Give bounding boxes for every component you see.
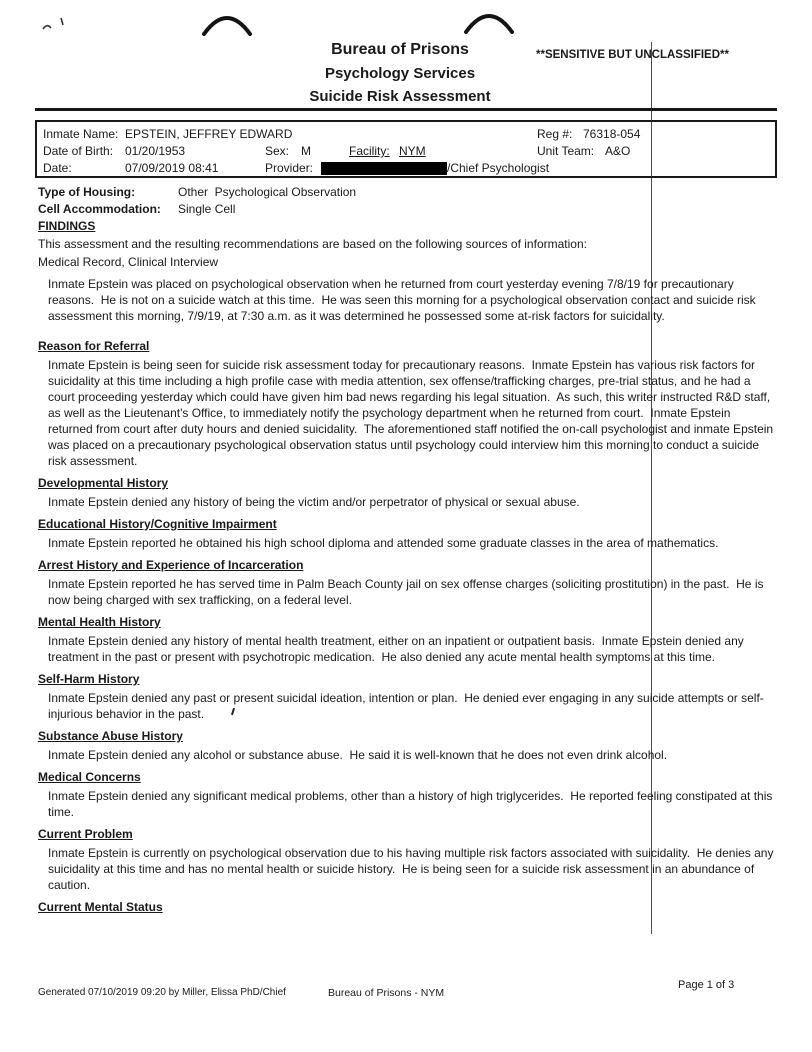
section <box>38 899 778 915</box>
section-heading: Arrest History and Experience of Incarceration <box>38 558 304 572</box>
footer-generated-by: Generated 07/10/2019 09:20 by Miller, Elissa PhD/Chief <box>38 987 286 998</box>
agency-title: Bureau of Prisons <box>331 41 469 58</box>
section-body: Inmate Epstein is currently on psychological observation due to his having multiple risk factors associated with suicidality. He denies any suicidality at this time and has no mental health or suicide history. He is being seen for a suicide risk assessment in an abundance of caution. <box>48 846 777 892</box>
footer-facility: Bureau of Prisons - NYM <box>328 987 445 999</box>
department-title: Psychology Services <box>324 65 476 82</box>
provider-title-suffix: /Chief Psychologist <box>447 161 550 175</box>
housing-type-label: Type of Housing: <box>38 185 136 199</box>
section-body: Inmate Epstein denied any history of being the victim and/or perpetrator of physical or sexual abuse. <box>48 495 580 509</box>
document-title: Suicide Risk Assessment <box>309 88 491 105</box>
unit-team-label: Unit Team: <box>537 144 595 158</box>
inmate-info-box <box>35 120 777 178</box>
cell-accommodation-label: Cell Accommodation: <box>38 202 161 216</box>
section-body: Inmate Epstein is being seen for suicide risk assessment today for precautionary reasons. Inmate Epstein has various risk factors for suicidality at this time including a high profile case with media attention, sex offense/trafficking charges, pre-trial status, and he had a court proceeding yesterday which could have given him bad news regarding his legal situation. As such, this writer instructed R&D staff, as well as the Lieutenant's Office, to immediately notify the psychology department when he returned from court. Inmate Epstein returned from court after duty hours and denied suicidality. The aforementioned staff notified the on-call psychologist and inmate Epstein was placed on a precautionary psychological observation status until psychology could interview him this morning to conduct a suicide risk assessment. <box>48 358 777 468</box>
dob-label: Date of Birth: <box>43 144 114 158</box>
date-label: Date: <box>43 161 72 175</box>
scan-artifact-pen-mark-icon <box>40 14 78 36</box>
document-title-block <box>0 41 800 105</box>
redaction-bar <box>321 162 447 175</box>
document-body <box>38 218 778 915</box>
sex-value: M <box>301 144 311 158</box>
section <box>38 475 778 510</box>
section-heading: Medical Concerns <box>38 770 141 784</box>
classification-banner: **SENSITIVE BUT UNCLASSIFIED** <box>536 49 729 61</box>
findings-summary: Inmate Epstein was placed on psychological observation when he returned from court yesterday evening 7/8/19 for precautionary reasons. He is not on a suicide watch at this time. He was seen this morning for a psychological observation contact and suicide risk assessment this morning, 7/9/19, at 7:30 a.m. as it was determined he possessed some at-risk factors for suicidality. <box>48 277 760 323</box>
section-heading: Current Problem <box>38 827 133 841</box>
housing-block <box>38 184 778 218</box>
scan-artifact-binder-ring-left-icon <box>200 12 254 36</box>
section-heading: Educational History/Cognitive Impairment <box>38 517 277 531</box>
section <box>38 614 778 665</box>
unit-team-value: A&O <box>605 144 631 158</box>
reg-number-label: Reg #: <box>537 127 573 141</box>
cell-accommodation-value: Single Cell <box>178 202 236 216</box>
section-heading: Self-Harm History <box>38 672 140 686</box>
section-heading: Reason for Referral <box>38 339 150 353</box>
facility-value: NYM <box>399 144 426 158</box>
section-heading: Developmental History <box>38 476 169 490</box>
reg-number-value: 76318-054 <box>583 127 641 141</box>
section <box>38 557 778 608</box>
housing-type-value: Other Psychological Observation <box>178 185 357 199</box>
section <box>38 516 778 551</box>
section <box>38 338 778 469</box>
section-body: Inmate Epstein reported he obtained his high school diploma and attended some graduate classes in the area of mathematics. <box>48 536 719 550</box>
findings-heading: FINDINGS <box>38 219 96 233</box>
section-body: Inmate Epstein reported he has served time in Palm Beach County jail on sex offense charges (soliciting prostitution) in the past. He is now being charged with sex trafficking, on a federal level. <box>48 577 767 607</box>
inmate-name-label: Inmate Name: <box>43 127 119 141</box>
provider-label: Provider: <box>265 161 314 175</box>
facility-label: Facility: <box>349 144 390 158</box>
header-divider <box>35 108 777 111</box>
findings-sources: Medical Record, Clinical Interview <box>38 255 219 269</box>
section-body: Inmate Epstein denied any past or present suicidal ideation, intention or plan. He denied ever engaging in any suicide attempts or self-injurious behavior in the past. <box>48 691 764 721</box>
section <box>38 769 778 820</box>
findings-sources-intro: This assessment and the resulting recommendations are based on the following sources of information: <box>38 237 587 251</box>
section-heading: Substance Abuse History <box>38 729 183 743</box>
section-heading: Current Mental Status <box>38 900 163 914</box>
cell-accommodation-row <box>38 201 778 218</box>
dob-value: 01/20/1953 <box>125 144 186 158</box>
sex-label: Sex: <box>265 144 290 158</box>
housing-type-row <box>38 184 778 201</box>
section-body: Inmate Epstein denied any history of mental health treatment, either on an inpatient or outpatient basis. Inmate Epstein denied any treatment in the past or present with psychotropic medication. He also denied any acute mental health symptoms at this time. <box>48 634 748 664</box>
section-heading: Mental Health History <box>38 615 161 629</box>
date-value: 07/09/2019 08:41 <box>125 161 219 175</box>
footer-page-number: Page 1 of 3 <box>678 979 735 991</box>
section-body: Inmate Epstein denied any alcohol or substance abuse. He said it is well-known that he does not even drink alcohol. <box>48 748 668 762</box>
section <box>38 671 778 722</box>
section <box>38 728 778 763</box>
scan-artifact-binder-ring-right-icon <box>462 10 516 34</box>
section-body: Inmate Epstein denied any significant medical problems, other than a history of high triglycerides. He reported feeling constipated at this time. <box>48 789 776 819</box>
section <box>38 826 778 893</box>
inmate-name-value: EPSTEIN, JEFFREY EDWARD <box>125 127 293 141</box>
